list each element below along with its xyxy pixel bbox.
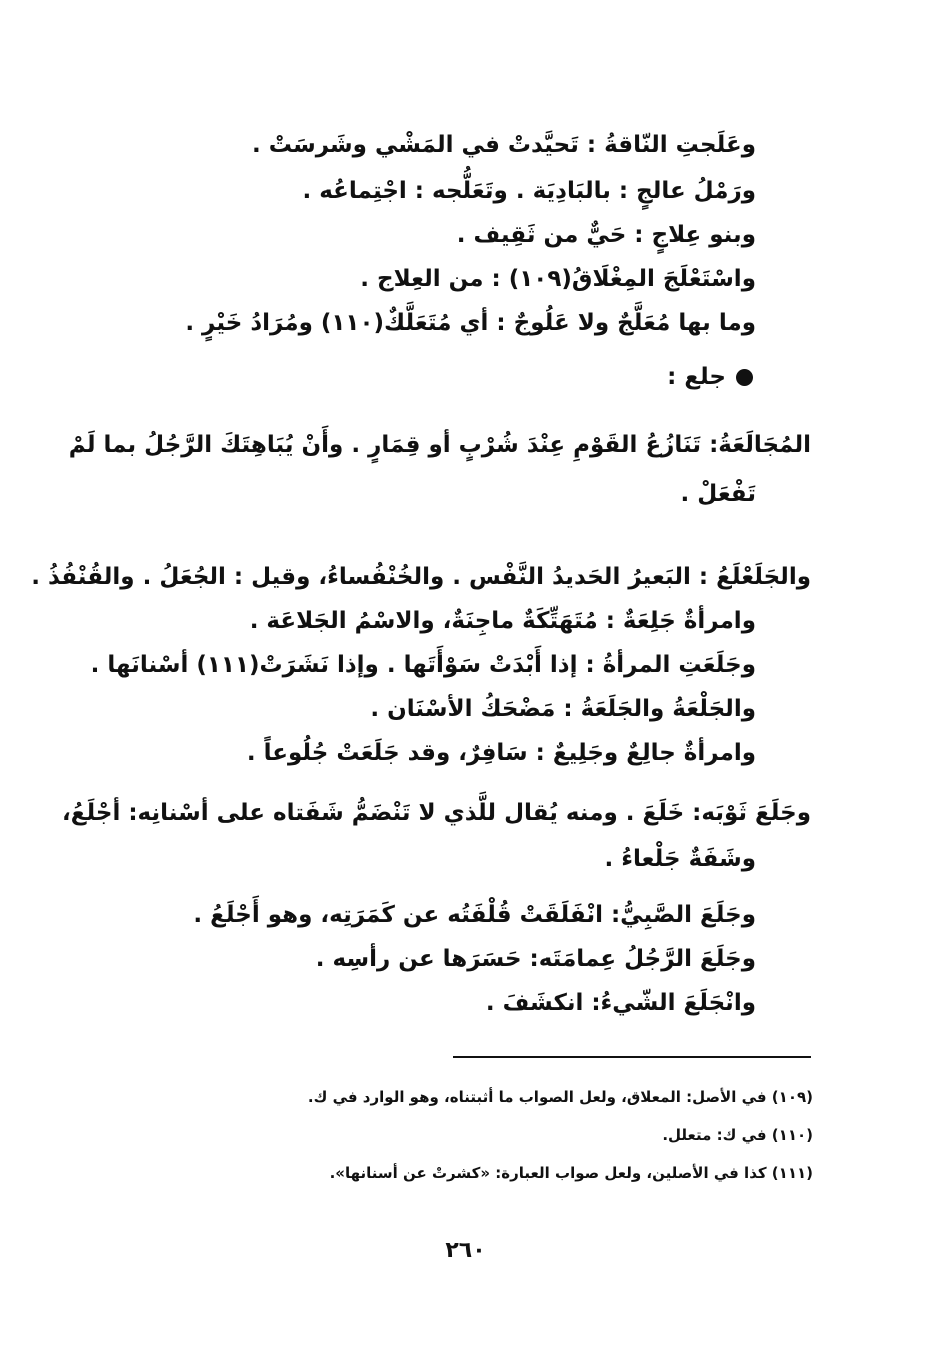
paragraph-line: وجَلَعَ ثَوْبَه: خَلَعَ . ومنه يُقال للَّذي لا تَنْضَمُّ شَفَتاه على أسْنانِه: أجْلَعُ، <box>62 800 811 826</box>
entry-line: واسْتَعْلَجَ المِغْلَاقُ(١٠٩) : من العِلاج . <box>360 266 756 292</box>
entry-line: وعَلَجتِ النّاقةُ : تَحيَّدتْ في المَشْي وشَرسَتْ . <box>252 132 756 158</box>
paragraph-line: تَفْعَلْ . <box>680 481 756 507</box>
entry-line: وامرأةٌ جَلِعَةٌ : مُتَهَتِّكَةٌ ماجِنَةٌ، والاسْمُ الجَلاعَة . <box>249 608 756 634</box>
entry-line: وامرأةٌ جالِعٌ وجَلِيعٌ : سَافِرٌ، وقد جَلَعَتْ جُلُوعاً . <box>246 740 756 766</box>
entry-line: وما بها مُعَلَّجٌ ولا عَلُوجٌ : أي مُتَعَلَّكٌ(١١٠) ومُرَادُ خَيْرٍ . <box>185 310 756 336</box>
paragraph-line: وشَفَةٌ جَلْعاءُ . <box>604 846 756 872</box>
section-heading-text: جلع : <box>667 364 726 390</box>
paragraph-line: المُجَالَعَةُ: تَنَازُعُ القَوْمِ عِنْدَ شُرْبٍ أو قِمَارٍ . وأَنْ يُبَاهِتَكَ الرَّجُلُ بما لَمْ <box>68 432 811 458</box>
bullet-icon <box>736 369 753 386</box>
entry-line: وجَلَعَ الرَّجُلُ عِمامَتَه: حَسَرَها عن رأسِه . <box>315 946 756 972</box>
footnote: (١١١) كذا في الأصلين، ولعل صواب العبارة: «كشرتْ عن أسنانها». <box>329 1164 813 1182</box>
entry-line: وجَلَعَتِ المرأةُ : إذا أَبْدَتْ سَوْأَتَها . وإذا نَشَرَتْ(١١١) أسْنانَها . <box>90 652 756 678</box>
footnote: (١٠٩) في الأصل: المعلاق، ولعل الصواب ما أثبتناه، وهو الوارد في ك. <box>307 1088 813 1106</box>
page-number: ٢٦٠ <box>445 1238 486 1263</box>
section-heading <box>667 364 753 390</box>
entry-line: والجَلَعْلَعُ : البَعيرُ الحَديدُ النَّفْس . والخُنْفُساءُ، وقيل : الجُعَلُ . والقُنْفُذُ . <box>31 564 811 590</box>
footnote: (١١٠) في ك: متعلل. <box>662 1126 813 1144</box>
entry-line: ورَمْلُ عالجٍ : بالبَادِيَة . وتَعَلُّجه : اجْتِماعُه . <box>302 178 756 204</box>
entry-line: وانْجَلَعَ الشّيءُ: انكشَفَ . <box>485 990 756 1016</box>
entry-line: وجَلَعَ الصَّبِيُّ: انْفَلَقَتْ قُلْفَتُه عن كَمَرَتِه، وهو أَجْلَعُ . <box>193 902 756 928</box>
entry-line: والجَلْعَةُ والجَلَعَةُ : مَضْحَكُ الأسْنَان . <box>370 696 756 722</box>
entry-line: وبنو عِلاجٍ : حَيٌّ من ثَقِيف . <box>456 222 756 248</box>
footnote-separator <box>453 1056 811 1058</box>
